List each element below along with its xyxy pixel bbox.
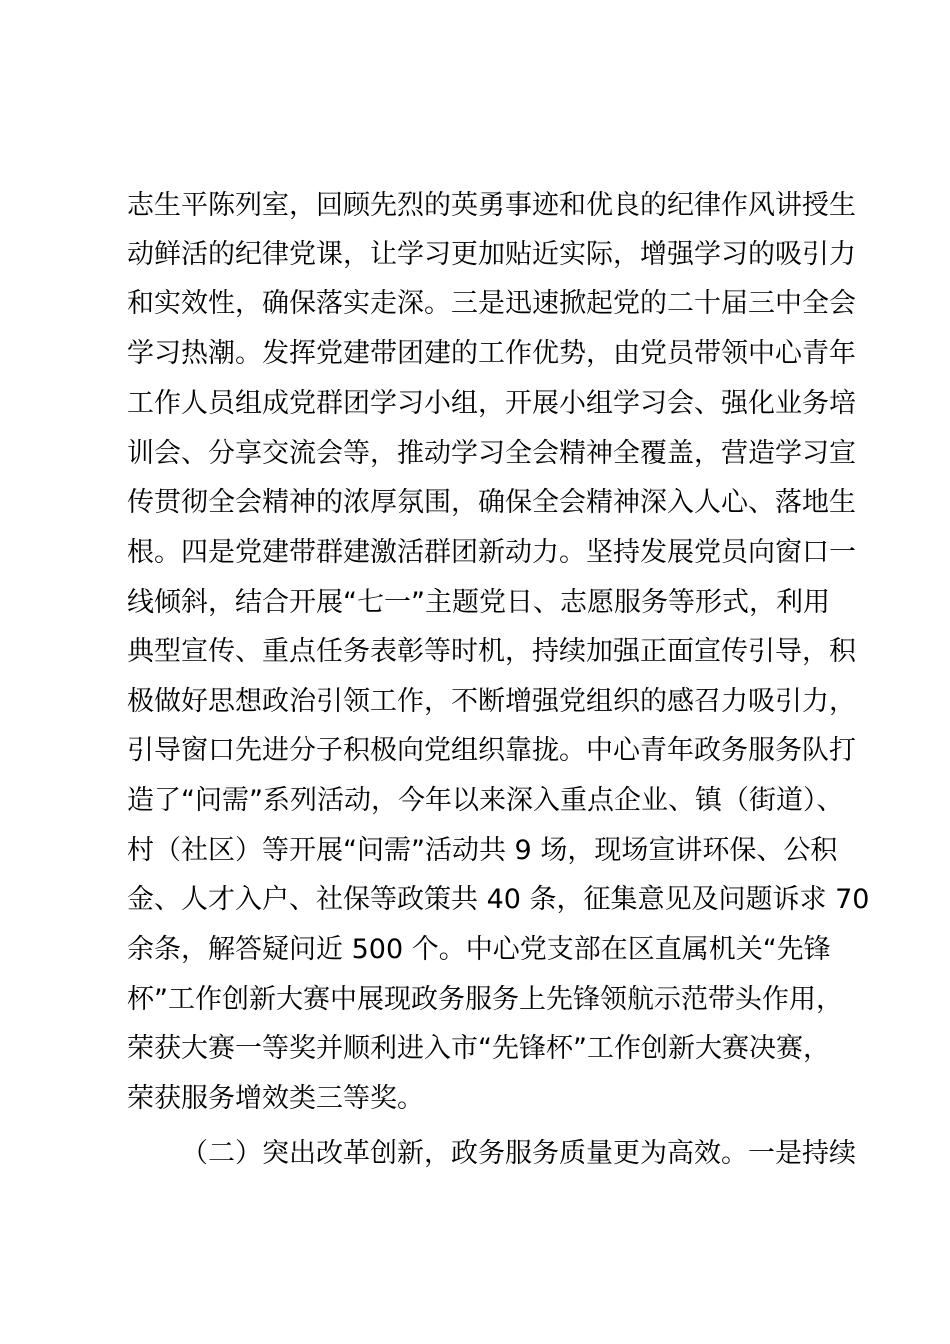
paragraph-line: 动鲜活的纪律党课，让学习更加贴近实际，增强学习的吸引力 — [127, 239, 856, 270]
paragraph-line: 余条，解答疑问近 500 个。中心党支部在区直属机关“先锋 — [127, 934, 831, 965]
paragraph-line: 志生平陈列室，回顾先烈的英勇事迹和优良的纪律作风讲授生 — [127, 190, 856, 221]
paragraph-line: 造了“问需”系列活动，今年以来深入重点企业、镇（街道）、 — [127, 785, 844, 816]
paragraph-line: 金、人才入户、社保等政策共 40 条，征集意见及问题诉求 70 — [127, 884, 870, 915]
section-heading-line: （二）突出改革创新，政务服务质量更为高效。一是持续 — [181, 1138, 856, 1169]
paragraph-line: 线倾斜，结合开展“七一”主题党日、志愿服务等形式，利用 — [127, 587, 830, 618]
paragraph-line: 传贯彻全会精神的浓厚氛围，确保全会精神深入人心、落地生 — [127, 487, 856, 518]
paragraph-line: 荣获大赛一等奖并顺利进入市“先锋杯”工作创新大赛决赛， — [127, 1033, 830, 1064]
paragraph-line: 极做好思想政治引领工作，不断增强党组织的感召力吸引力， — [127, 686, 856, 717]
paragraph-line: 典型宣传、重点任务表彰等时机，持续加强正面宣传引导，积 — [127, 636, 856, 667]
paragraph-line: 训会、分享交流会等，推动学习全会精神全覆盖，营造学习宣 — [127, 438, 856, 469]
paragraph-line: 学习热潮。发挥党建带团建的工作优势，由党员带领中心青年 — [127, 338, 856, 369]
paragraph-line: 和实效性，确保落实走深。三是迅速掀起党的二十届三中全会 — [127, 288, 856, 319]
paragraph-line: 引导窗口先进分子积极向党组织靠拢。中心青年政务服务队打 — [127, 735, 856, 766]
paragraph-line: 村（社区）等开展“问需”活动共 9 场，现场宣讲环保、公积 — [127, 835, 838, 866]
paragraph-line: 根。四是党建带群建激活群团新动力。坚持发展党员向窗口一 — [127, 537, 856, 568]
paragraph-line: 杯”工作创新大赛中展现政务服务上先锋领航示范带头作用， — [127, 984, 843, 1015]
paragraph-line: 工作人员组成党群团学习小组，开展小组学习会、强化业务培 — [127, 388, 856, 419]
paragraph-line: 荣获服务增效类三等奖。 — [127, 1083, 424, 1114]
